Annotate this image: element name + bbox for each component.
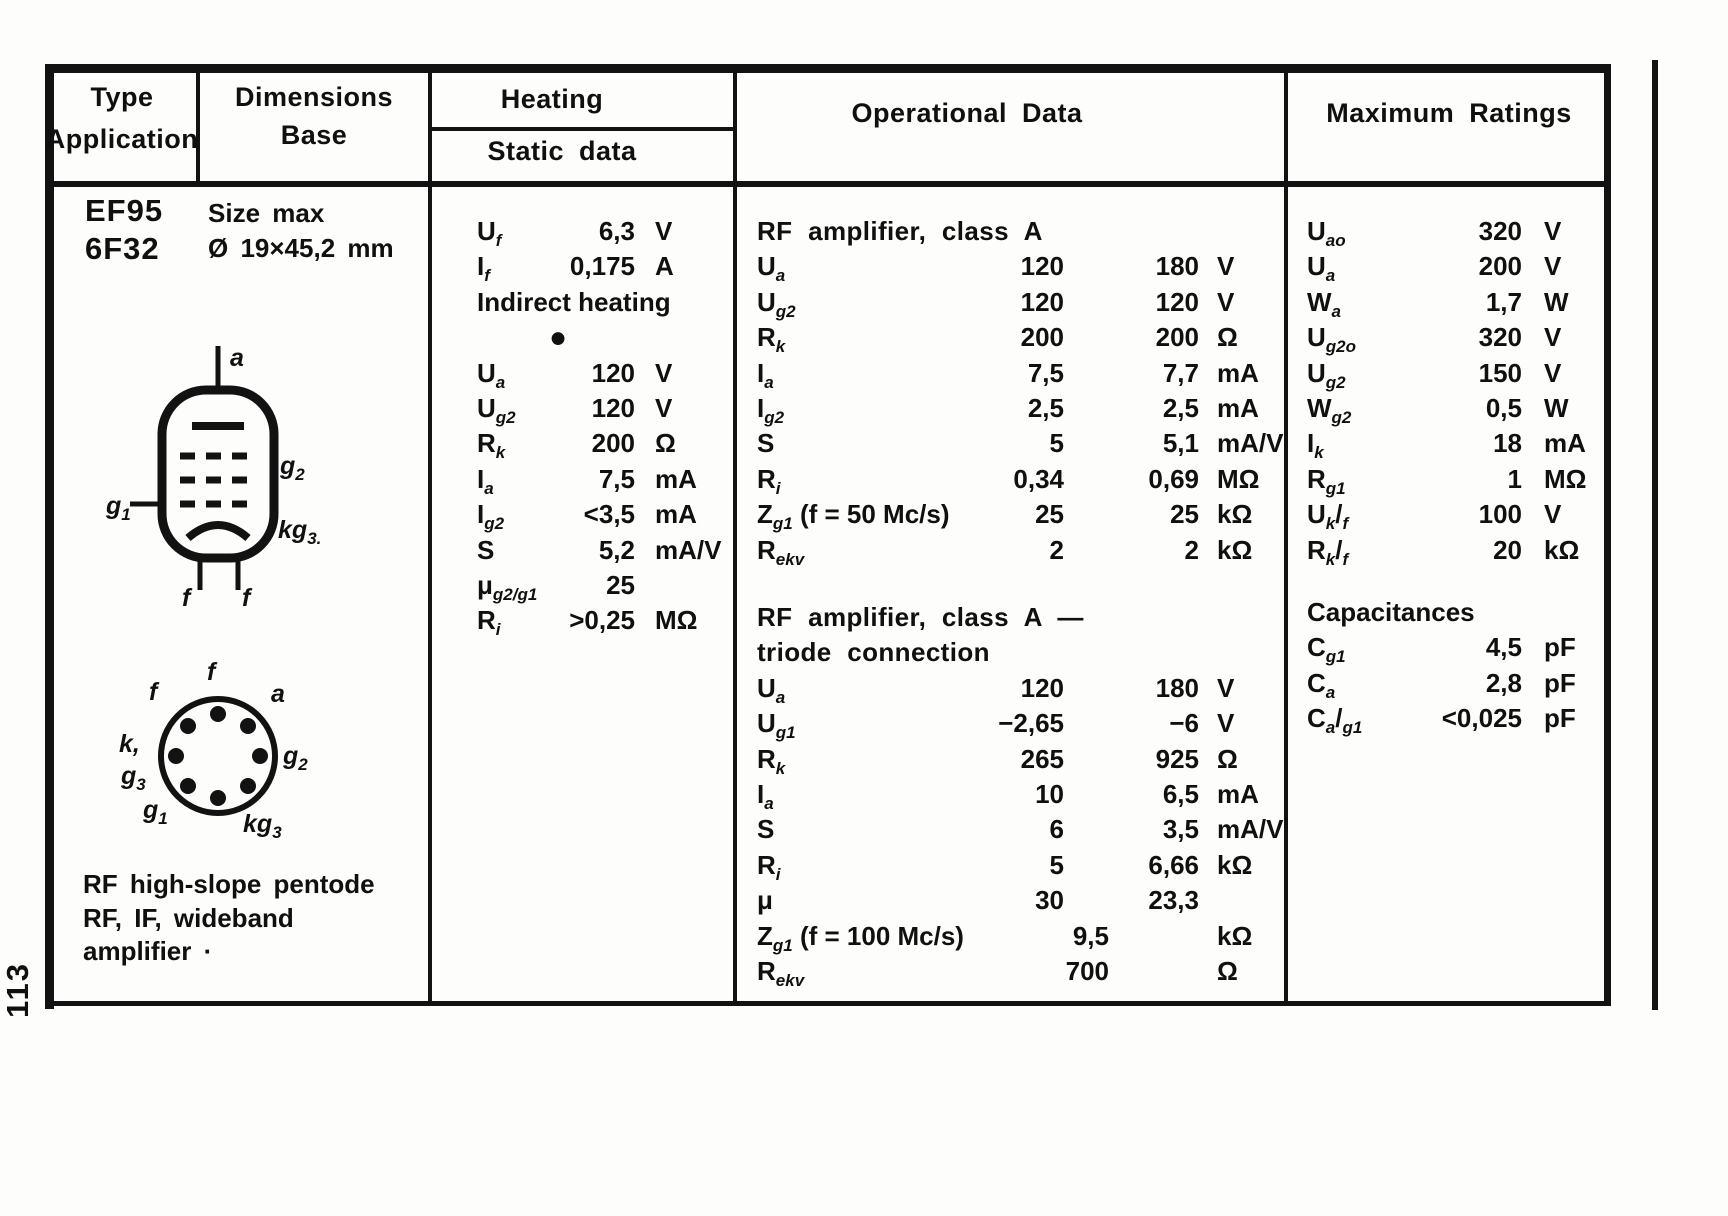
header-static-data: Static data [487, 136, 637, 166]
unit: MΩ [1217, 463, 1260, 494]
param-row [477, 462, 732, 497]
param-label: $U_{g2}$ [757, 286, 796, 321]
application-line: RF, IF, wideband [83, 902, 294, 933]
param-label: S [477, 534, 495, 565]
param-label: $U_a$ [757, 672, 786, 707]
page-edge-line [1652, 60, 1658, 1010]
param-row [1307, 214, 1604, 249]
pin-dot [252, 748, 268, 764]
heating-static-underline [432, 127, 733, 131]
param-label: $U_{g1}$ [757, 708, 796, 743]
unit: mA [1217, 779, 1259, 810]
param-row [757, 812, 1284, 847]
param-row [1307, 320, 1604, 355]
param-row [1307, 630, 1604, 665]
param-row [757, 706, 1284, 741]
value: 100 [1478, 499, 1522, 530]
param-label: $U_{g2o}$ [1307, 322, 1357, 357]
value: 25 [606, 570, 635, 601]
param-label: $I_k$ [1307, 428, 1324, 463]
value: 1,7 [1485, 286, 1522, 317]
unit: MΩ [655, 605, 698, 636]
value-col1: 0,34 [1013, 463, 1064, 494]
param-label: $U_f$ [477, 216, 502, 250]
param-row [757, 671, 1284, 706]
param-row [477, 568, 732, 603]
value: 0,5 [1485, 393, 1522, 424]
value-col2: 200 [1155, 322, 1199, 353]
param-label: $\mu_{g2/g1}$ [477, 570, 538, 605]
param-row [1307, 497, 1604, 532]
value-col1: 120 [1020, 251, 1064, 282]
value-col2: 700 [1065, 956, 1109, 987]
param-label: S [757, 814, 775, 845]
value-col2: 0,69 [1148, 463, 1199, 494]
pin-dot [168, 748, 184, 764]
dimensions-text [208, 196, 394, 266]
param-row [1307, 666, 1604, 701]
value-col1: 25 [1035, 499, 1064, 530]
unit: V [1217, 672, 1235, 703]
section1-rows [757, 249, 1284, 568]
max-ratings-rows [1307, 214, 1604, 568]
unit: mA/V [1217, 428, 1284, 459]
param-label: μ [757, 885, 773, 916]
value: 18 [1493, 428, 1522, 459]
value: 5,2 [598, 534, 635, 565]
value-col2: 3,5 [1162, 814, 1199, 845]
divider-dimensions-heating [428, 68, 432, 1001]
value-col2: −6 [1169, 708, 1199, 739]
application-line: RF high-slope pentode [83, 869, 375, 899]
unit: V [1544, 357, 1562, 388]
param-row [477, 356, 732, 391]
value-col2: 23,3 [1148, 885, 1199, 916]
unit: kΩ [1217, 849, 1253, 880]
base-pin-diagram [103, 662, 338, 857]
param-label: $U_{ao}$ [1307, 216, 1346, 250]
unit: Ω [1217, 743, 1238, 774]
unit: V [655, 357, 673, 388]
value: 6,3 [598, 216, 635, 246]
value: 120 [591, 393, 635, 424]
param-row [757, 848, 1284, 883]
pin-dot [180, 718, 196, 734]
pin-dot [210, 706, 226, 722]
unit: Ω [1217, 322, 1238, 353]
param-row [1307, 462, 1604, 497]
param-label: $U_a$ [757, 251, 786, 286]
param-row [477, 603, 732, 638]
param-row [477, 533, 732, 568]
param-label: $R_{ekv}$ [757, 956, 805, 991]
unit: W [1544, 393, 1569, 424]
param-label: $R_i$ [477, 605, 501, 640]
value: 7,5 [598, 463, 635, 494]
value-col1: 265 [1020, 743, 1064, 774]
unit: V [1544, 216, 1562, 246]
unit: pF [1544, 632, 1576, 663]
size-value: Ø 19×45,2 mm [208, 233, 394, 263]
header-dimensions: Dimensions [234, 82, 394, 112]
heater-bullet [477, 320, 732, 355]
param-label: $R_{g1}$ [1307, 463, 1346, 498]
section2-title-line2: triode connection [757, 637, 990, 668]
param-row [1307, 249, 1604, 284]
param-label: $W_{g2}$ [1307, 393, 1352, 428]
unit: kΩ [1544, 534, 1580, 565]
value: 120 [591, 357, 635, 388]
value-col1: 2 [1049, 534, 1064, 565]
param-row [477, 214, 732, 249]
value-col1: 30 [1035, 885, 1064, 916]
value: >0,25 [569, 605, 635, 636]
value-col2: 180 [1155, 251, 1199, 282]
pin-label-f-left: f [149, 678, 158, 706]
unit: mA [655, 499, 697, 530]
tube-type-2: 6F32 [85, 231, 160, 266]
param-row [757, 497, 1284, 532]
unit: mA [1544, 428, 1586, 459]
param-row [757, 742, 1284, 777]
max-ratings-column [1307, 214, 1604, 737]
value: 320 [1478, 322, 1522, 353]
param-row [757, 426, 1284, 461]
value-col2: 9,5 [1072, 920, 1109, 951]
value: 20 [1493, 534, 1522, 565]
param-row [757, 391, 1284, 426]
param-row [1307, 391, 1604, 426]
table-border-bottom [48, 1001, 1610, 1006]
application-text [83, 868, 375, 969]
unit: mA/V [1217, 814, 1284, 845]
header-application: Application [45, 124, 199, 154]
value: 200 [591, 428, 635, 459]
param-row [757, 285, 1284, 320]
param-row [757, 777, 1284, 812]
pin-label-g1: $g_1$ [143, 796, 168, 828]
cathode-arc [188, 525, 248, 538]
value-col2: 6,5 [1162, 779, 1199, 810]
value-col1: 200 [1020, 322, 1064, 353]
pin-label-g2: $g_2$ [283, 742, 308, 774]
param-label: $R_i$ [757, 463, 781, 498]
pin-label-kg3: $kg_3$ [243, 810, 282, 842]
unit: mA [1217, 357, 1259, 388]
kg3-label: $kg_{3.}$ [278, 516, 322, 548]
pentode-schematic [100, 338, 350, 623]
operational-section1 [757, 214, 1284, 568]
application-line: amplifier · [83, 936, 213, 966]
value-col2: 25 [1170, 499, 1199, 530]
unit: kΩ [1217, 534, 1253, 565]
value-col2: 180 [1155, 672, 1199, 703]
header-type: Type [90, 82, 154, 112]
envelope [162, 390, 274, 558]
param-label: $U_a$ [1307, 251, 1336, 286]
pin-label-a: a [271, 680, 285, 708]
unit: A [655, 251, 674, 282]
param-label: $U_{g2}$ [477, 393, 516, 428]
value: <0,025 [1441, 703, 1522, 734]
param-label: $I_f$ [477, 251, 490, 286]
value-col2: 925 [1155, 743, 1199, 774]
value-col2: 2 [1184, 534, 1199, 565]
unit: W [1544, 286, 1569, 317]
unit: V [1544, 251, 1562, 282]
unit: kΩ [1217, 499, 1253, 530]
header-heating: Heating [500, 84, 604, 114]
param-label: $C_a$ [1307, 667, 1336, 702]
param-label: $U_a$ [477, 357, 506, 392]
value-col1: 6 [1049, 814, 1064, 845]
unit: Ω [655, 428, 676, 459]
param-row [1307, 285, 1604, 320]
pin-label-k: k, [119, 730, 140, 758]
unit: kΩ [1217, 920, 1253, 951]
param-label: $R_i$ [757, 849, 781, 884]
value: 1 [1507, 463, 1522, 494]
divider-operational-max [1284, 68, 1288, 1001]
pin-dot [180, 778, 196, 794]
param-row [1307, 533, 1604, 568]
pin-dot [210, 790, 226, 806]
value-col2: 120 [1155, 286, 1199, 317]
table-border-top [48, 64, 1610, 73]
operational-section2 [757, 600, 1284, 989]
page-number: 113 [0, 961, 35, 1018]
value-col1: 7,5 [1027, 357, 1064, 388]
unit: pF [1544, 667, 1576, 698]
param-row [1307, 701, 1604, 736]
unit: V [1217, 708, 1235, 739]
param-row [757, 356, 1284, 391]
tube-type-1: EF95 [85, 193, 164, 228]
param-row [477, 391, 732, 426]
param-row [757, 249, 1284, 284]
param-label: $R_k$ [757, 322, 786, 357]
value-col1: 5 [1049, 428, 1064, 459]
unit: mA [655, 463, 697, 494]
pin-dot [240, 718, 256, 734]
value-col2: 2,5 [1162, 393, 1199, 424]
f-label-right: f [242, 584, 251, 612]
param-row [477, 426, 732, 461]
f-label-left: f [182, 584, 191, 612]
param-row [757, 883, 1284, 918]
header-base: Base [280, 120, 348, 150]
capacitances-title: Capacitances [1307, 597, 1475, 628]
value-col2: 5,1 [1162, 428, 1199, 459]
param-label: $C_a/_{g1}$ [1307, 703, 1363, 738]
unit: V [1544, 499, 1562, 530]
value-col2: 7,7 [1162, 357, 1199, 388]
unit: Ω [1217, 956, 1238, 987]
unit: pF [1544, 703, 1576, 734]
param-label: $R_k$ [757, 743, 786, 778]
param-row [757, 320, 1284, 355]
value: 200 [1478, 251, 1522, 282]
pin-dot [240, 778, 256, 794]
param-row [757, 919, 1284, 954]
param-row [757, 462, 1284, 497]
value: 320 [1478, 216, 1522, 246]
section2-rows [757, 671, 1284, 990]
value-col1: 120 [1020, 672, 1064, 703]
param-label: $R_k$ [477, 428, 506, 463]
param-label: $I_a$ [477, 463, 494, 498]
unit: V [655, 216, 673, 246]
size-max-label: Size max [208, 198, 325, 228]
param-label: $Z_{g1}$ (f = 50 Mc/s) [757, 499, 950, 534]
param-row [757, 533, 1284, 568]
param-label: S [757, 428, 775, 459]
unit: MΩ [1544, 463, 1587, 494]
g1-label: $g_1$ [106, 492, 131, 524]
value-col1: 120 [1020, 286, 1064, 317]
param-label: $I_{g2}$ [477, 499, 505, 534]
param-row [1307, 426, 1604, 461]
capacitances-rows [1307, 630, 1604, 736]
param-label: $R_k/_f$ [1307, 534, 1349, 569]
anode-label: a [230, 344, 244, 372]
value-col1: 5 [1049, 849, 1064, 880]
param-label: $I_{g2}$ [757, 393, 785, 428]
header-separator [48, 181, 1610, 187]
value-col1: 10 [1035, 779, 1064, 810]
bullet-dot-icon: ● [549, 321, 568, 355]
param-label: $I_a$ [757, 779, 774, 814]
param-row [477, 249, 732, 284]
section1-title: RF amplifier, class A [757, 216, 1043, 246]
g2-label: $g_2$ [280, 452, 305, 484]
header-maximum-ratings: Maximum Ratings [1326, 98, 1572, 128]
static-data-rows [477, 356, 732, 639]
heating-note: Indirect heating [477, 286, 671, 317]
param-label: $U_{g2}$ [1307, 357, 1346, 392]
param-label: $R_{ekv}$ [757, 534, 805, 569]
value-col2: 6,66 [1148, 849, 1199, 880]
param-label: $C_{g1}$ [1307, 632, 1346, 667]
value: 2,8 [1485, 667, 1522, 698]
param-row [1307, 356, 1604, 391]
unit: V [655, 393, 673, 424]
value: 0,175 [569, 251, 635, 282]
tube-type-names [85, 192, 163, 268]
heating-static-column [477, 214, 732, 639]
param-label: $Z_{g1}$ (f = 100 Mc/s) [757, 920, 964, 955]
unit: mA [1217, 393, 1259, 424]
unit: V [1544, 322, 1562, 353]
param-label: $U_k/_f$ [1307, 499, 1349, 534]
value-col1: −2,65 [998, 708, 1064, 739]
value: 150 [1478, 357, 1522, 388]
param-row [477, 497, 732, 532]
section2-title-line1: RF amplifier, class A — [757, 602, 1084, 632]
pin-label-f-top: f [207, 662, 216, 686]
header-operational-data: Operational Data [851, 98, 1083, 128]
unit: V [1217, 251, 1235, 282]
param-label: $I_a$ [757, 357, 774, 392]
value: 4,5 [1485, 632, 1522, 663]
param-label: $W_a$ [1307, 286, 1342, 321]
unit: V [1217, 286, 1235, 317]
table-border-left [45, 64, 54, 1009]
heating-rows [477, 214, 732, 285]
value: <3,5 [583, 499, 635, 530]
param-row [757, 954, 1284, 989]
value-col1: 2,5 [1027, 393, 1064, 424]
pin-label-g3: $g_3$ [121, 762, 146, 794]
unit: mA/V [655, 534, 722, 565]
table-border-right [1604, 64, 1611, 1006]
divider-heating-operational [733, 68, 737, 1001]
